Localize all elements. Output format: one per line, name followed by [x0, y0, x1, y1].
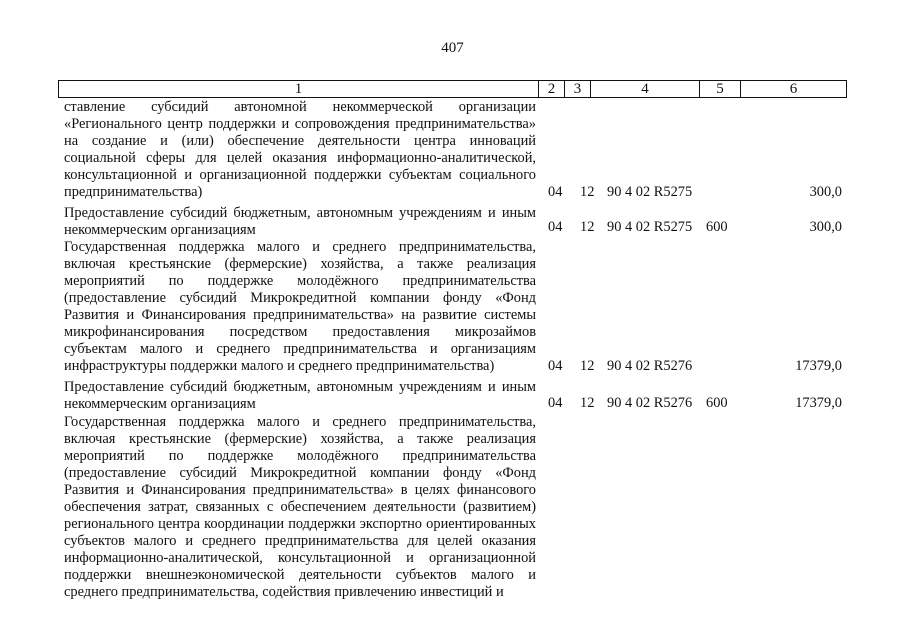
row-description: ставление субсидий автономной некоммерческой организации «Регионального центр поддержки и сопровождения предпринимательства» на создание и (или) обеспечение деятельности центра инноваций социальной сферы для целей оказания информационно-аналитической, консультационной и организационной поддержки субъектам социального предпринимательства): [64, 99, 536, 200]
row-target-code: 90 4 02 R5276: [607, 395, 693, 411]
header-col-1: 1: [59, 81, 539, 98]
row-description: Предоставление субсидий бюджетным, автономным учреждениям и иным некоммерческим организациям: [64, 205, 536, 238]
row-expense-type: 600: [706, 395, 728, 411]
row-amount: 300,0: [809, 219, 842, 235]
row-target-code: 90 4 02 R5275: [607, 184, 693, 200]
row-amount: 17379,0: [795, 358, 842, 374]
row-section: 04: [548, 219, 563, 235]
header-col-4: 4: [591, 81, 700, 98]
row-description: Государственная поддержка малого и среднего предпринимательства, включая крестьянские (фермерские) хозяйства, а также реализация мероприятий по поддержке молодёжного предпринимательства (предоставление субсидий Микрокредитной компании фонду «Фонд Развития и Финансирования предпринимательства» в целях финансового обеспечения затрат, связанных с обеспечением деятельности (развитием) регионального центра координации поддержки экспортно ориентированных субъектов малого и среднего предпринимательства для целей оказания информационно-аналитической, консультационной и организационной поддержки внешнеэкономической деятельности субъектов малого и среднего предпринимательства, содействия привлечению инвестиций и: [64, 414, 536, 600]
row-subsection: 12: [580, 219, 595, 235]
row-section: 04: [548, 395, 563, 411]
row-section: 04: [548, 184, 563, 200]
header-col-3: 3: [565, 81, 591, 98]
row-section: 04: [548, 358, 563, 374]
row-target-code: 90 4 02 R5275: [607, 219, 693, 235]
row-description: Государственная поддержка малого и среднего предпринимательства, включая крестьянские (фермерские) хозяйства, а также реализация мероприятий по поддержке молодёжного предпринимательства (предоставление субсидий Микрокредитной компании фонду «Фонд Развития и Финансирования предпринимательства» на развитие системы микрофинансирования посредством предоставления микрозаймов субъектам малого и среднего предпринимательства и организациям инфраструктуры поддержки малого и среднего предпринимательства): [64, 239, 536, 374]
column-header-row: [59, 81, 847, 98]
row-target-code: 90 4 02 R5276: [607, 358, 693, 374]
row-subsection: 12: [580, 395, 595, 411]
row-subsection: 12: [580, 358, 595, 374]
header-col-2: 2: [539, 81, 565, 98]
row-amount: 300,0: [809, 184, 842, 200]
row-subsection: 12: [580, 184, 595, 200]
header-col-5: 5: [700, 81, 741, 98]
row-amount: 17379,0: [795, 395, 842, 411]
row-expense-type: 600: [706, 219, 728, 235]
column-header-table: [58, 80, 847, 98]
row-description: Предоставление субсидий бюджетным, автономным учреждениям и иным некоммерческим организациям: [64, 379, 536, 412]
page-number: 407: [441, 40, 464, 56]
header-col-6: 6: [741, 81, 847, 98]
